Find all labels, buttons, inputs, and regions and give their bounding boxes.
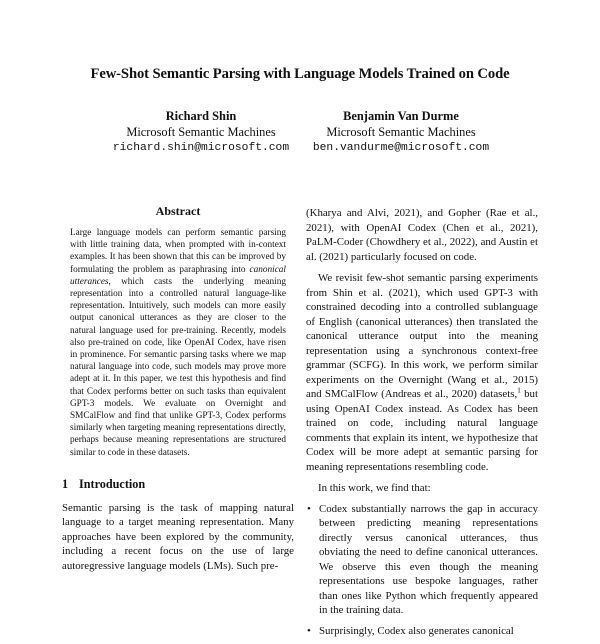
author-email: richard.shin@microsoft.com xyxy=(112,142,290,154)
bullet-icon: • xyxy=(307,624,311,637)
abstract-heading: Abstract xyxy=(155,204,201,218)
paragraph xyxy=(306,271,538,474)
list-item-text: Surprisingly, Codex also generates canonical xyxy=(319,624,514,637)
paragraph: In this work, we find that: xyxy=(318,482,431,494)
author-name: Benjamin Van Durme xyxy=(343,109,459,123)
paragraph-text: but using OpenAI Codex instead. As Codex has been trained on code, including natural language comments that explain its intent, we hypothesize that Codex will be more adept at semantic parsing for meaning representations resembling code. xyxy=(306,388,538,473)
list-item xyxy=(306,624,538,639)
abstract-text-part: , which casts the underlying meaning representation into a controlled natural language-like representation. Intuitively, such models can more easily output canonical utterances as they are closer to the natural language used for pre-training. Recently, models also pre-trained on code, like OpenAI Codex, have risen in prominence. For semantic parsing tasks where we map natural language into code, such models may prove more adept at it. In this paper, we test this hypothesis and find that Codex performs better on such tasks than equivalent GPT-3 models. We evaluate on Overnight and SMCalFlow and find that unlike GPT-3, Codex performs similarly when targeting meaning representations directly, perhaps because meaning representations are structured similar to code in these datasets. xyxy=(70,276,286,458)
author-affiliation: Microsoft Semantic Machines xyxy=(326,125,476,139)
author-block-2 xyxy=(286,108,516,156)
bullet-icon: • xyxy=(307,502,311,515)
right-column xyxy=(306,206,538,644)
author-affiliation: Microsoft Semantic Machines xyxy=(126,125,276,139)
intro-paragraph: Semantic parsing is the task of mapping natural language to a target meaning representation. Many approaches have been explored by the community, including a recent focus on the use of large autoregressive language models (LMs). Such pre- xyxy=(62,501,294,572)
paper-title: Few-Shot Semantic Parsing with Language Models Trained on Code xyxy=(90,66,510,82)
list-item xyxy=(306,502,538,618)
abstract-text-part: Large language models can perform semantic parsing with little training data, when prompted with in-context examples. It has been shown that this can be improved by formulating the problem as paraphrasing into xyxy=(70,228,286,275)
list-item-text: Codex substantially narrows the gap in accuracy between predicting meaning representations directly versus canonical utterances, thus obviating the need to define canonical utterances. We observe this even though the meaning representations use bespoke languages, rather than ones like Python which frequently appeared in the training data. xyxy=(319,502,538,616)
section-number: 1 xyxy=(62,476,69,491)
footnote-mark: 1 xyxy=(517,385,521,395)
paragraph-text: We revisit few-shot semantic parsing experiments from Shin et al. (2021), which used GPT-3 with constrained decoding into a controlled sublanguage of English (canonical utterances) then translated the canonical utterance output into the meaning representation using a synchronous context-free grammar (SCFG). In this work, we perform similar experiments on the Overnight (Wang et al., 2015) and SMCalFlow (Andreas et al., 2020) datasets, xyxy=(306,272,538,400)
section-heading xyxy=(62,477,294,492)
paragraph-continued: (Kharya and Alvi, 2021), and Gopher (Rae et al., 2021), with OpenAI Codex (Chen et al., 2021), PaLM-Coder (Chowdhery et al., 2022), and Austin et al. (2021) particularly focused on code. xyxy=(306,207,538,263)
left-column xyxy=(62,204,294,573)
abstract-italic-term: canonical utterances xyxy=(70,264,286,287)
abstract-text xyxy=(70,227,286,459)
author-email: ben.vandurme@microsoft.com xyxy=(312,142,490,154)
findings-list xyxy=(306,502,538,639)
author-block-1 xyxy=(86,108,316,156)
section-title: Introduction xyxy=(79,476,146,491)
author-name: Richard Shin xyxy=(165,109,237,123)
